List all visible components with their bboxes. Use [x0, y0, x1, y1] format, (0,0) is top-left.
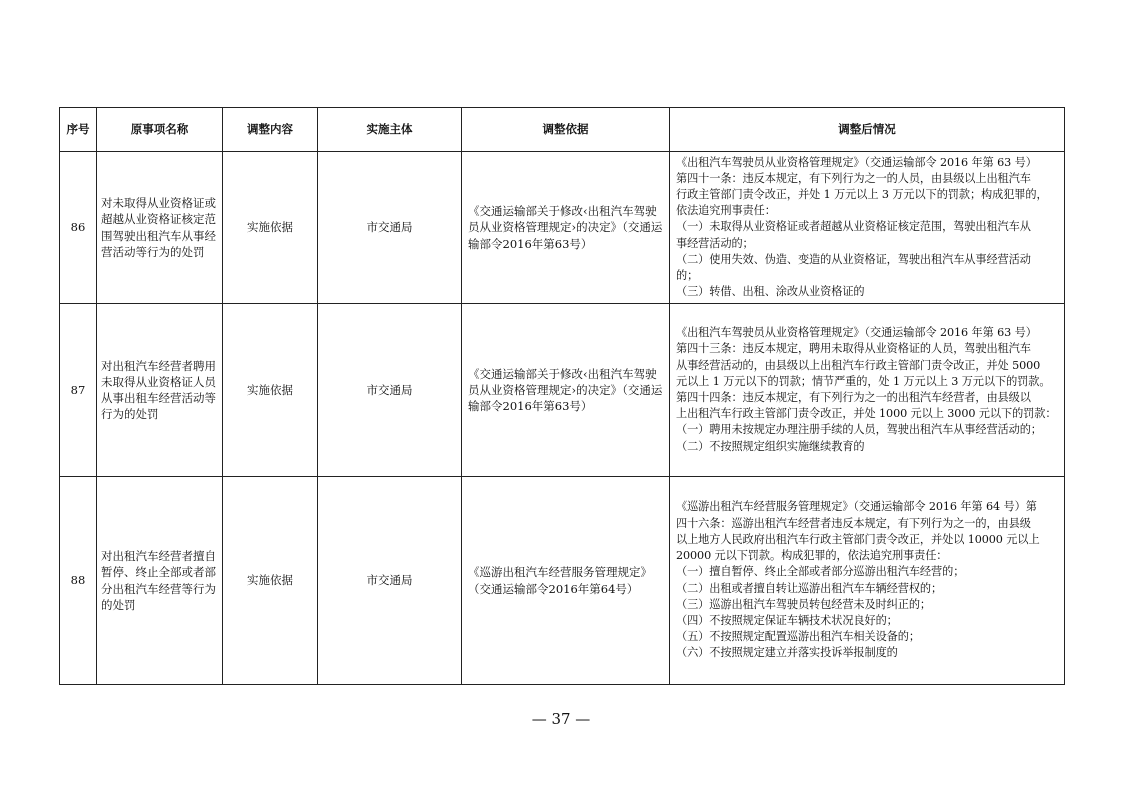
after-line: 元以上 1 万元以下的罚款；情节严重的，处 1 万元以上 3 万元以下的罚款。	[676, 374, 1051, 388]
after-line: 事经营活动的；	[676, 236, 754, 250]
table-header	[60, 108, 1065, 152]
table-row	[60, 477, 1065, 685]
after-line: 第四十四条：违反本规定，有下列行为之一的出租汽车经营者，由县级以	[676, 391, 1031, 404]
after-line: 行政主管部门责令改正，并处 1 万元以上 3 万元以下的罚款；构成犯罪的，	[676, 187, 1048, 201]
after-line: 《出租汽车驾驶员从业资格管理规定》（交通运输部令 2016 年第 63 号）	[676, 326, 1037, 340]
row-basis: 《交通运输部关于修改‹出租汽车驾驶员从业资格管理规定›的决定》（交通运输部令2016年第63号）	[462, 304, 670, 477]
row-content: 实施依据	[223, 477, 318, 685]
table-row	[60, 304, 1065, 477]
after-line: 从事经营活动的，由县级以上出租汽车行政主管部门责令改正，并处 5000	[676, 358, 1041, 372]
row-content: 实施依据	[223, 304, 318, 477]
after-line: 的；	[676, 269, 699, 282]
row-subject: 市交通局	[318, 304, 462, 477]
row-subject: 市交通局	[318, 152, 462, 304]
after-line: （二）出租或者擅自转让巡游出租汽车车辆经营权的；	[676, 581, 943, 595]
row-content: 实施依据	[223, 152, 318, 304]
after-line: 第四十三条：违反本规定，聘用未取得从业资格证的人员，驾驶出租汽车	[676, 342, 1031, 356]
row-name: 对出租汽车经营者擅自暂停、终止全部或者部分出租汽车经营等行为的处罚	[97, 477, 223, 685]
after-line: （五）不按照规定配置巡游出租汽车相关设备的；	[676, 630, 920, 644]
after-line: （四）不按照规定保证车辆技术状况良好的；	[676, 613, 898, 627]
page-number: — 37 —	[531, 710, 591, 728]
after-line: （三）巡游出租汽车驾驶员转包经营未及时纠正的；	[676, 597, 932, 611]
header-subject: 实施主体	[318, 108, 462, 152]
after-line: （二）使用失效、伪造、变造的从业资格证，驾驶出租汽车从事经营活动	[676, 252, 1031, 266]
after-line: 《巡游出租汽车经营服务管理规定》（交通运输部令 2016 年第 64 号）第	[676, 500, 1037, 514]
row-name: 对出租汽车经营者聘用未取得从业资格证人员从事出租车经营活动等行为的处罚	[97, 304, 223, 477]
row-basis: 《巡游出租汽车经营服务管理规定》（交通运输部令2016年第64号）	[462, 477, 670, 685]
header-after: 调整后情况	[670, 108, 1065, 152]
after-line: 第四十一条：违反本规定，有下列行为之一的人员，由县级以上出租汽车	[676, 171, 1031, 185]
row-basis: 《交通运输部关于修改‹出租汽车驾驶员从业资格管理规定›的决定》（交通运输部令2016年第63号）	[462, 152, 670, 304]
row-subject: 市交通局	[318, 477, 462, 685]
row-after	[670, 477, 1065, 685]
after-line: （一）聘用未按规定办理注册手续的人员，驾驶出租汽车从事经营活动的；	[676, 423, 1042, 437]
after-line: （二）不按照规定组织实施继续教育的	[676, 439, 865, 453]
row-after	[670, 152, 1065, 304]
header-name: 原事项名称	[97, 108, 223, 152]
header-content: 调整内容	[223, 108, 318, 152]
after-line: 上出租汽车行政主管部门责令改正，并处 1000 元以上 3000 元以下的罚款：	[676, 407, 1057, 421]
after-line: 四十六条：巡游出租汽车经营者违反本规定，有下列行为之一的，由县级	[676, 516, 1031, 530]
header-no: 序号	[60, 108, 97, 152]
header-basis: 调整依据	[462, 108, 670, 152]
after-line: 20000 元以下罚款。构成犯罪的，依法追究刑事责任：	[676, 549, 948, 563]
row-no: 86	[60, 152, 97, 304]
after-line: （六）不按照规定建立并落实投诉举报制度的	[676, 646, 898, 660]
after-line: 依法追究刑事责任：	[676, 204, 776, 218]
row-no: 88	[60, 477, 97, 685]
after-line: 以上地方人民政府出租汽车行政主管部门责令改正，并处以 10000 元以上	[676, 532, 1040, 546]
row-after	[670, 304, 1065, 477]
row-no: 87	[60, 304, 97, 477]
adjustment-table	[59, 107, 1065, 685]
after-line: （一）擅自暂停、终止全部或者部分巡游出租汽车经营的；	[676, 565, 965, 579]
after-line: 《出租汽车驾驶员从业资格管理规定》（交通运输部令 2016 年第 63 号）	[676, 155, 1037, 169]
after-line: （一）未取得从业资格证或者超越从业资格证核定范围，驾驶出租汽车从	[676, 220, 1031, 234]
table-row	[60, 152, 1065, 304]
row-name: 对未取得从业资格证或超越从业资格证核定范围驾驶出租汽车从事经营活动等行为的处罚	[97, 152, 223, 304]
after-line: （三）转借、出租、涂改从业资格证的	[676, 285, 865, 299]
